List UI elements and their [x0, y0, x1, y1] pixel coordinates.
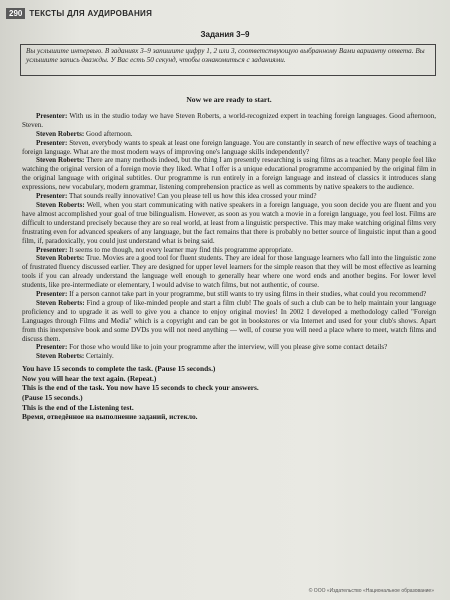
- closing-instructions: [22, 364, 436, 422]
- dialogue-paragraph: [22, 130, 436, 139]
- speaker-name: Presenter:: [36, 192, 68, 201]
- dialogue-paragraph: [22, 156, 436, 192]
- dialogue-paragraph: [22, 192, 436, 201]
- speaker-name: Steven Roberts:: [36, 200, 85, 209]
- copyright-footer: © ООО «Издательство «Национальное образование»: [308, 588, 434, 594]
- speech-text: If a person cannot take part in your programme, but still wants to try using films in their studies, what could you recommend?: [67, 290, 427, 299]
- dialogue-paragraph: [22, 352, 436, 361]
- closing-line: Время, отведённое на выполнение заданий, истекло.: [22, 412, 198, 422]
- speech-text: That sounds really innovative! Can you please tell us how this idea crossed your mind?: [67, 192, 317, 201]
- speech-text: Well, when you start communicating with native speakers in a foreign language, you soon decide you are fluent and you have almost accomplished your goal of true bilingualism. However, as soon as you watch a movie in a foreign language, you feel lost. Films are difficult to understand precisely because they are so real world, at least from a linguistic perspective. This may make watching original films very frustrating even for advanced speakers of any language, but the fact remains that there is probably no better source of linguistic input than a good film, if, paradoxically, you could just understand what is being said.: [22, 200, 436, 245]
- dialogue-paragraph: [22, 343, 436, 352]
- speaker-name: Steven Roberts:: [36, 129, 85, 138]
- section-title: ТЕКСТЫ ДЛЯ АУДИРОВАНИЯ: [29, 8, 153, 18]
- speech-text: Find a group of like-minded people and start a film club! The goals of such a club can be to help maintain your language proficiency and to upgrade it as well to give you a chance to enjoy original movies! In 2002 I developed a methodology called "Foreign Languages through Films and Media" which is a copyright and can be got in bookstores or via Internet and used for your club's shows. Apart from this inexpensive book and some DVDs you will not need anything — well, of course you will need a place where to meet, watch films and discuss them.: [22, 298, 436, 343]
- speech-text: It seems to me though, not every learner may find this programme appropriate.: [67, 245, 293, 254]
- dialogue-paragraph: [22, 290, 436, 299]
- dialogue-paragraph: [22, 254, 436, 290]
- closing-line: You have 15 seconds to complete the task. (Pause 15 seconds.): [22, 364, 216, 374]
- closing-line: (Pause 15 seconds.): [22, 393, 83, 403]
- speaker-name: Presenter:: [36, 245, 68, 254]
- speech-text: True. Movies are a good tool for fluent students. They are ideal for those language learners who fall into the linguistic zone of frustrated fluency discussed earlier. They are designed for upper level learners for the simple reason that they will be most effective as learning tools if you can already understand the language well enough to generally hear where one word ends and another begins. For lower level students, like pre-intermediate or elementary, I would advise to watch films, but not authentic, of course.: [22, 254, 436, 290]
- task-title: Задания 3–9: [200, 30, 250, 39]
- dialogue-paragraph: [22, 299, 436, 344]
- speech-text: With us in the studio today we have Steven Roberts, a world-recognized expert in teaching foreign languages. Good afternoon, Steven.: [22, 111, 436, 129]
- page-header: [6, 6, 440, 20]
- closing-line: This is the end of the Listening test.: [22, 402, 134, 412]
- speaker-name: Steven Roberts:: [36, 156, 85, 165]
- speech-text: For those who would like to join your programme after the interview, will you please give some contact details?: [67, 343, 388, 352]
- speech-text: Certainly.: [84, 352, 114, 361]
- dialogue-paragraph: [22, 201, 436, 246]
- closing-line: Now you will hear the text again. (Repeat.): [22, 373, 157, 383]
- instruction-box: Вы услышите интервью. В заданиях 3–9 запишите цифру 1, 2 или 3, соответствующую выбранному Вами варианту ответа. Вы услышите запись дважды. У Вас есть 50 секунд, чтобы ознакомиться с заданиями.: [20, 44, 436, 76]
- dialogue-paragraph: [22, 139, 436, 157]
- transcript: [22, 96, 436, 580]
- speech-text: Steven, everybody wants to speak at least one foreign language. You are constantly in search of new effective ways of teaching a foreign language. What are the most modern ways of improving one's language skills independently?: [22, 138, 436, 156]
- speaker-name: Presenter:: [36, 290, 68, 299]
- transcript-heading: Now we are ready to start.: [186, 96, 272, 104]
- dialogue-paragraph: [22, 246, 436, 255]
- page-number: 290: [6, 8, 25, 19]
- speaker-name: Presenter:: [36, 111, 68, 120]
- speaker-name: Presenter:: [36, 343, 68, 352]
- speaker-name: Steven Roberts:: [36, 298, 85, 307]
- speaker-name: Presenter:: [36, 138, 68, 147]
- dialogue-paragraph: [22, 112, 436, 130]
- speaker-name: Steven Roberts:: [36, 352, 85, 361]
- speaker-name: Steven Roberts:: [36, 254, 85, 263]
- speech-text: There are many methods indeed, but the thing I am presently researching is using films as a teacher. Many people feel like watching the original version of a foreign movie they liked. What I offer is a unique educational programme accompanied by the original film in the original language with original subtitles. Our programme is run entirely in a foreign language and instead of classics it introduces slang expressions, new vocabulary, modern grammar, listening comprehension practice as well as comments by native speakers to the audience.: [22, 156, 436, 192]
- closing-line: This is the end of the task. You now have 15 seconds to check your answers.: [22, 383, 259, 393]
- speech-text: Good afternoon.: [84, 129, 133, 138]
- transcript-paragraphs: [22, 112, 436, 361]
